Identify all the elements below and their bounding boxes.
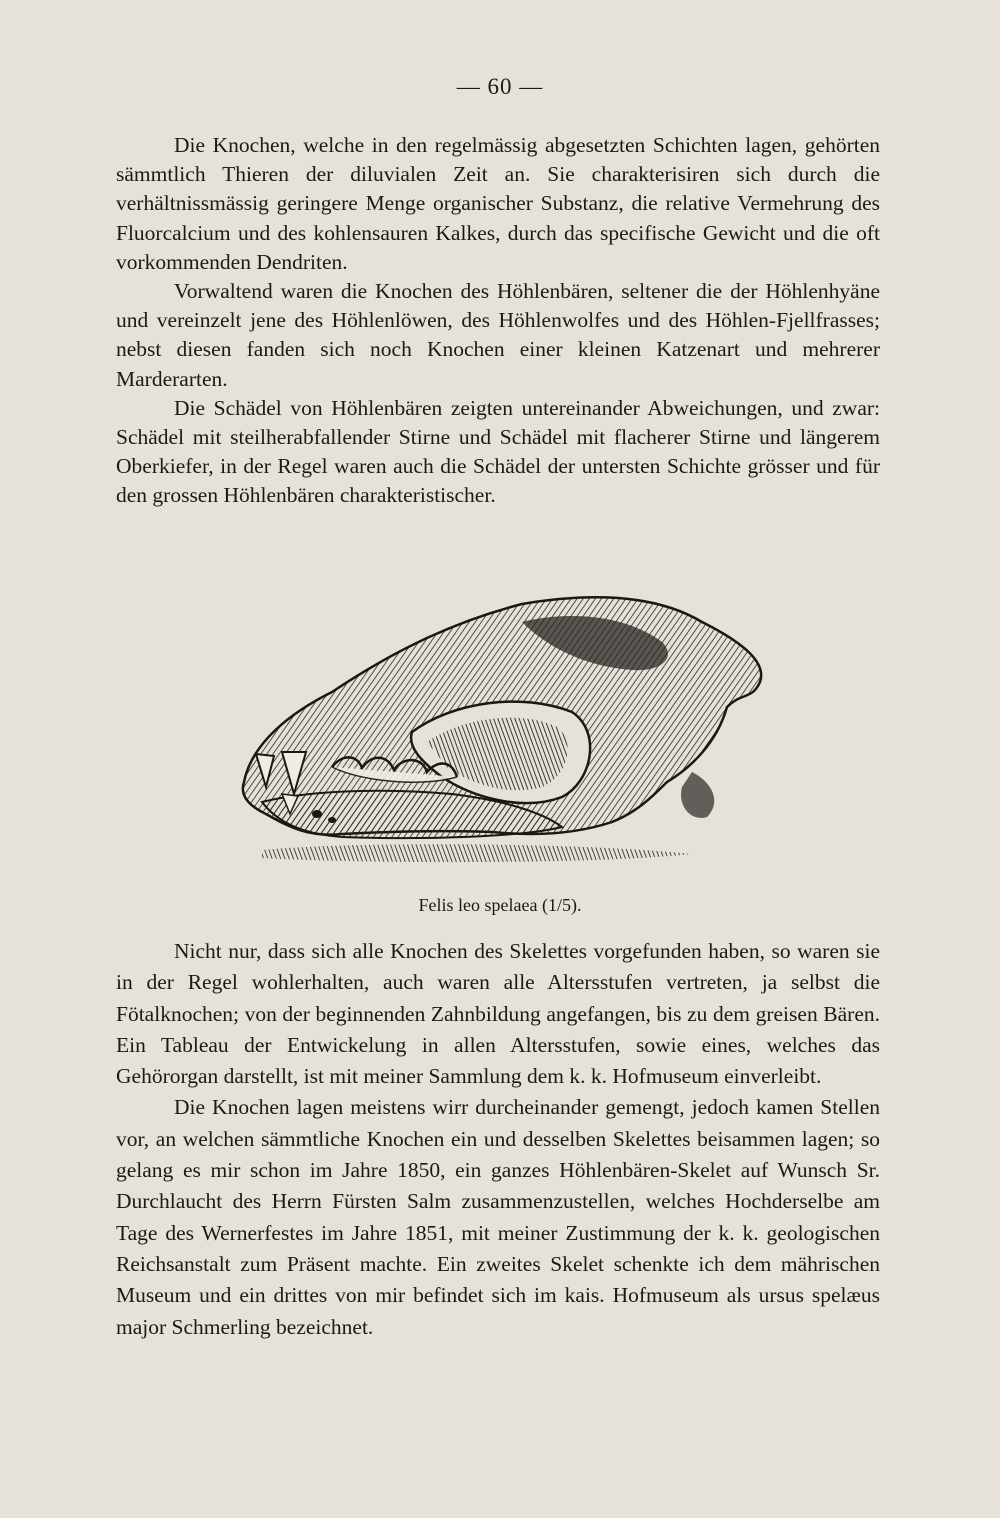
paragraph: Vorwaltend waren die Knochen des Höhlenbären, seltener die der Höhlenhyäne und vereinzelt jene des Höhlenlöwen, des Höhlenwolfes und des Höhlen-Fjellfrasses; nebst diesen fanden sich noch Knochen einer kleinen Katzenart und mehrerer Marderarten. [116, 279, 880, 391]
paragraph: Die Schädel von Höhlenbären zeigten untereinander Abweichungen, und zwar: Schädel mit steilherabfallender Stirne und Schädel mit flacherer Stirne und längerem Oberkiefer, in der Regel waren auch die Schädel der untersten Schichte grösser und für den grossen Höhlenbären charakteristischer. [116, 395, 880, 508]
paragraph: Die Knochen, welche in den regelmässig abgesetzten Schichten lagen, gehörten sämmtlich Thieren der diluvialen Zeit an. Sie charakterisiren sich durch die verhältnissmässig geringere Menge organischer Substanz, die relative Vermehrung des Fluorcalcium und des kohlensauren Kalkes, durch das specifische Gewicht und die oft vorkommenden Dendriten. [116, 133, 880, 274]
cave-lion-skull-drawing [222, 582, 782, 882]
page-number: — 60 — [456, 74, 544, 99]
text-block-lower [116, 936, 880, 1343]
skull-illustration [222, 582, 782, 882]
paragraph: Nicht nur, dass sich alle Knochen des Skelettes vorgefunden haben, so waren sie in der Regel wohlerhalten, auch waren alle Altersstufen vertreten, ja selbst die Fötalknochen; von der beginnenden Zahnbildung angefangen, bis zu dem greisen Bären. Ein Tableau der Entwickelung in allen Altersstufen, sowie eines, welches das Gehörorgan darstellt, ist mit meiner Sammlung dem k. k. Hofmuseum einverleibt. [116, 939, 880, 1089]
caption-scale: (1/5). [541, 895, 582, 915]
figure-caption [0, 895, 1000, 916]
text-block-upper [116, 131, 880, 511]
caption-species: Felis leo spelaea [418, 895, 538, 915]
paragraph: Die Knochen lagen meistens wirr durcheinander gemengt, jedoch kamen Stellen vor, an welchen sämmtliche Knochen ein und desselben Skelettes beisammen lagen; so gelang es mir schon im Jahre 1850, ein ganzes Höhlenbären-Skelet auf Wunsch Sr. Durchlaucht des Herrn Fürsten Salm zusammenzustellen, welches Hochderselbe am Tage des Wernerfestes im Jahre 1851, mit meiner Zustimmung der k. k. geologischen Reichsanstalt zum Präsent machte. Ein zweites Skelet schenkte ich dem mährischen Museum und ein drittes von mir befindet sich im kais. Hofmuseum als ursus spelæus major Schmerling bezeichnet. [116, 1095, 880, 1339]
